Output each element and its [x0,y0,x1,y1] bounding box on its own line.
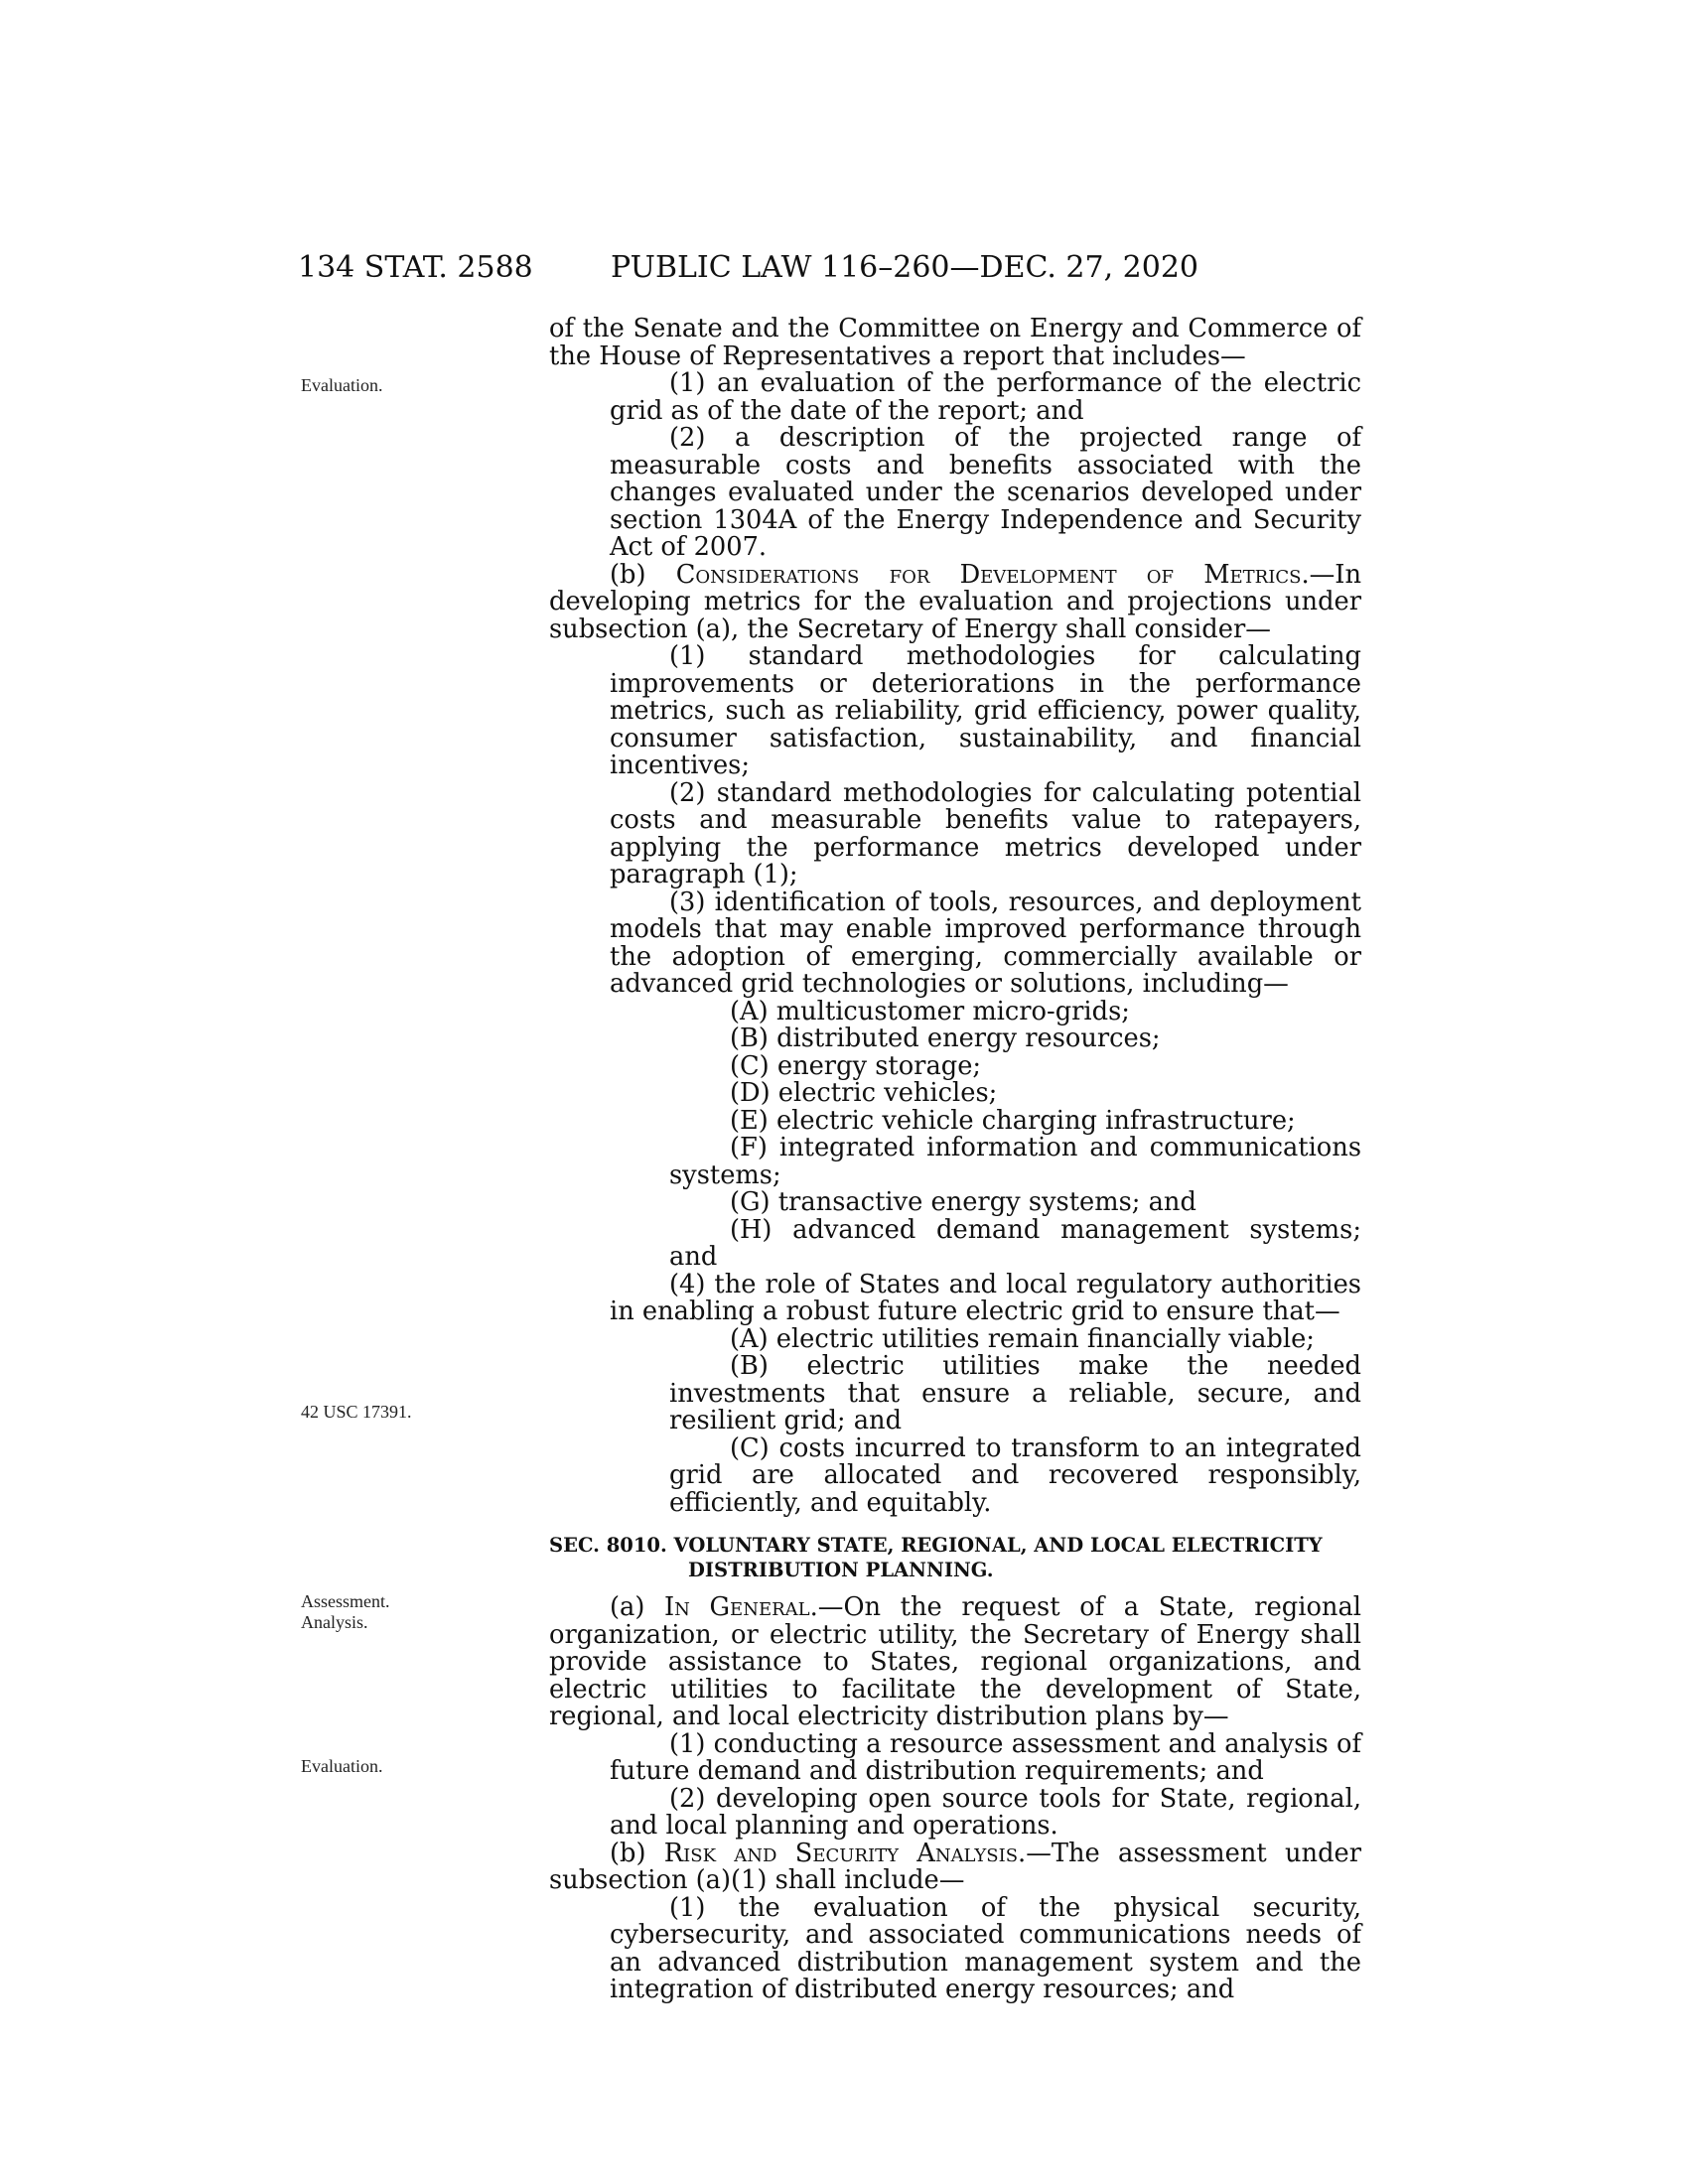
paragraph-b4: (4) the role of States and local regulatory authorities in enabling a robust future electric grid to ensure that— [610,1269,1361,1326]
section-subsection-b-heading: Risk and Security Analysis [663,1838,1019,1868]
paragraph-a1: (1) an evaluation of the performance of the electric grid as of the date of the report; and [610,368,1361,426]
section-heading-line-1: SEC. 8010. VOLUNTARY STATE, REGIONAL, AND LOCAL ELECTRICITY [549,1534,1323,1557]
subparagraph-b3g: (G) transactive energy systems; and [730,1187,1196,1217]
subsection-b-label: (b) [610,559,676,590]
section-paragraph-a1: (1) conducting a resource assessment and analysis of future demand and distribution requirements; and [610,1728,1361,1786]
statute-body [549,316,1361,2004]
margin-note-analysis: Analysis. [301,1612,368,1632]
subparagraph-b3e: (E) electric vehicle charging infrastructure; [730,1105,1296,1136]
subsection-b [549,559,1361,644]
subparagraph-b3a: (A) multicustomer micro-grids; [730,996,1130,1026]
subsection-b-heading: Considerations for Development of Metrics [675,559,1302,590]
section-paragraph-b1: (1) the evaluation of the physical security, cybersecurity, and associated communications needs of an advanced distribution management system and the integration of distributed energy resources; and [610,1892,1361,2004]
subsection-b-text: .—In developing metrics for the evaluation and projections under subsection (a), the Secretary of Energy shall consider— [549,559,1361,644]
section-heading-line-2: DISTRIBUTION PLANNING. [688,1559,994,1581]
intro-paragraph: of the Senate and the Committee on Energy and Commerce of the House of Representatives a report that includes— [549,314,1361,371]
section-subsection-a-text: .—On the request of a State, regional organization, or electric utility, the Secretary of Energy shall provide assistance to States, regional organizations, and electric utilities to facilitate the development of State, regional, and local electricity distribution plans by— [549,1592,1361,1731]
section-heading [549,1533,1361,1582]
section-subsection-b-text: .—The assessment under subsection (a)(1) shall include— [549,1838,1362,1895]
section-subsection-a-heading: In General [664,1592,810,1622]
subparagraph-b4c: (C) costs incurred to transform to an integrated grid are allocated and recovered responsibly, efficiently, and equitably. [669,1433,1361,1518]
section-subsection-a-label: (a) [610,1592,664,1622]
margin-note-evaluation: Evaluation. [301,375,383,395]
subparagraph-b3h: (H) advanced demand management systems; and [669,1214,1361,1272]
section-subsection-a [549,1594,1361,1731]
paragraph-b3: (3) identification of tools, resources, and deployment models that may enable improved performance through the adoption of emerging, commercially available or advanced grid technologies or solutions, including— [610,887,1361,999]
section-subsection-b-label: (b) [610,1838,664,1868]
margin-note-evaluation-2: Evaluation. [301,1756,383,1776]
section-paragraph-a2: (2) developing open source tools for State, regional, and local planning and operations. [610,1783,1361,1841]
paragraph-b1: (1) standard methodologies for calculating improvements or deteriorations in the performance metrics, such as reliability, grid efficiency, power quality, consumer satisfaction, sustainability, and financial incentives; [610,641,1361,780]
public-law-citation: PUBLIC LAW 116–260—DEC. 27, 2020 [611,250,1199,285]
margin-note-assessment: Assessment. [301,1591,390,1611]
subparagraph-b3b: (B) distributed energy resources; [730,1024,1161,1053]
margin-note-usc-citation: 42 USC 17391. [301,1402,412,1422]
subparagraph-b3d: (D) electric vehicles; [730,1078,998,1108]
stat-page-number: 134 STAT. 2588 [298,250,533,285]
subparagraph-b4b: (B) electric utilities make the needed investments that ensure a reliable, secure, and resilient grid; and [669,1351,1361,1435]
subparagraph-b3c: (C) energy storage; [730,1050,982,1081]
paragraph-b2: (2) standard methodologies for calculating potential costs and measurable benefits value to ratepayers, applying the performance metrics developed under paragraph (1); [610,777,1361,889]
section-subsection-b [549,1838,1362,1895]
subparagraph-b4a: (A) electric utilities remain financially viable; [730,1323,1315,1354]
running-header [0,250,1688,290]
subparagraph-b3f: (F) integrated information and communications systems; [669,1133,1361,1190]
paragraph-a2: (2) a description of the projected range of measurable costs and benefits associated with the changes evaluated under the scenarios developed under section 1304A of the Energy Independence and Security Act of 2007. [610,423,1361,562]
